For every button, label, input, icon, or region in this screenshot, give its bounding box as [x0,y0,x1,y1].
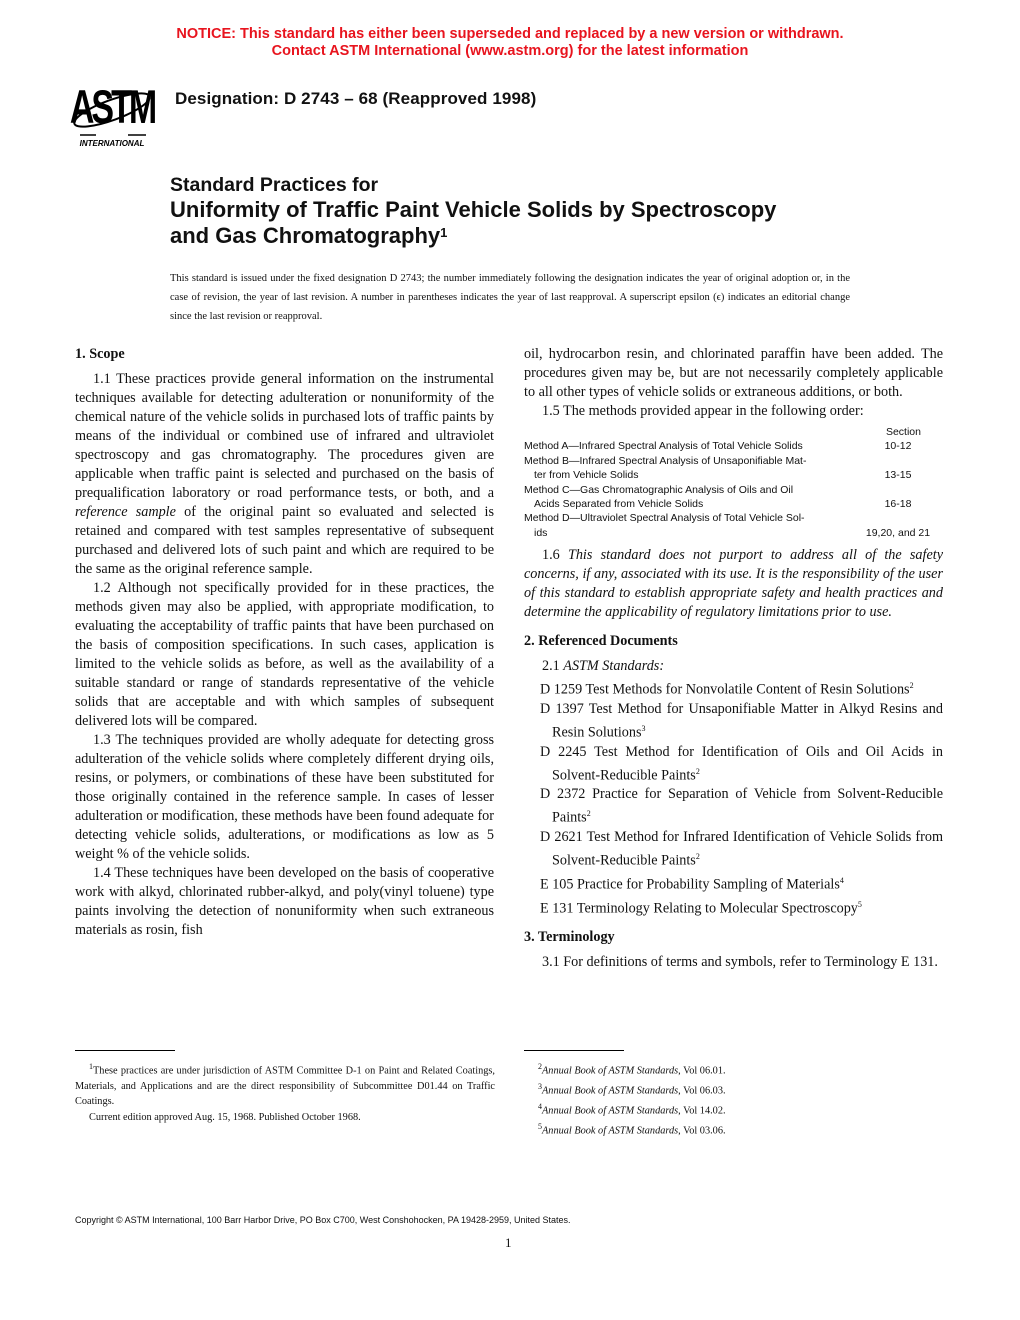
section-heading-scope: 1. Scope [75,346,125,362]
referenced-standard[interactable]: E 105 Practice for Probability Sampling of Materials$^4$ [540,875,844,893]
paragraph-1-5: 1.5 The methods provided appear in the following order: [542,403,864,419]
method-section: 10-12 [884,440,912,453]
paragraph-1-4-end: oil, hydrocarbon resin, and chlorinated paraffin have been added. The procedures given may be, but are not necessarily completely applicable to all other types of vehicle solids or extraneous additions, or both. [524,346,943,400]
referenced-standard[interactable]: D 2621 Test Method for Infrared Identification of Vehicle Solids from Solvent-Reducible Paints$^2$ [540,829,943,869]
right-column [524,345,943,972]
title-block [170,174,870,249]
term-reference-sample: reference sample [75,504,176,520]
method-section: 19,20, and 21 [865,526,931,539]
paragraph-2-1: 2.1 ASTM Standards: [542,658,665,675]
paragraph-3-1: 3.1 For definitions of terms and symbols, refer to Terminology E 131. [542,954,938,971]
issuance-statement: This standard is issued under the fixed designation D 2743; the number immediately following the designation indicates the year of original adoption or, in the case of revision, the year of last revision. A number in parentheses indicates the year of last reapproval. A superscript epsilon (ϵ) indicates an editorial change since the last revision or reapproval. [170,273,850,322]
footnote-divider-left [75,1050,175,1051]
methods-table [524,425,943,540]
designation: Designation: D 2743 – 68 (Reapproved 1998) [175,89,537,108]
footnote-1: $^1$These practices are under jurisdiction of ASTM Committee D-1 on Paint and Related Coatings, Materials, and Applications and are the direct responsibility of Subcommittee D01.44 on Traffic Coatings. Current edition approved Aug. 15, 1968. Published October 1968. [75,1059,495,1125]
method-section: 16-18 [884,498,912,511]
copyright-notice: Copyright © ASTM International, 100 Barr Harbor Drive, PO Box C700, West Conshohocken, PA 19428-2959, United States. [75,1215,571,1225]
title-line-1: Uniformity of Traffic Paint Vehicle Solids by Spectroscopy [170,197,777,222]
title-line-2: and Gas Chromatography [170,223,441,248]
paragraph-1-2: 1.2 Although not specifically provided for in these practices, the methods given may also be applied, with appropriate modification, to evaluating the acceptability of traffic paints that have been purchased on the basis of composition specifications. In such cases, application is limited to the vehicle solids as before, as well as the availability of a suitable standard or range of standards representative of the vehicle solids that are acceptable and with which samples of subsequent delivered lots will be compared. [75,580,494,729]
referenced-standard[interactable]: D 1397 Test Method for Unsaponifiable Matter in Alkyd Resins and Resin Solutions$^3$ [540,700,943,741]
referenced-standard[interactable]: D 2245 Test Method for Identification of Oils and Oil Acids in Solvent-Reducible Paints$^2$ [540,743,943,784]
footnotes-right [538,1059,938,1139]
footnote-item: $^5$Annual Book of ASTM Standards, Vol 03.06. [538,1121,726,1137]
method-row: Method D—Ultraviolet Spectral Analysis of Total Vehicle Sol- ids 19,20, and 21 [524,511,943,540]
footnote-item: $^3$Annual Book of ASTM Standards, Vol 06.03. [538,1081,726,1097]
footnote-item: $^2$Annual Book of ASTM Standards, Vol 06.01. [538,1062,726,1077]
method-row: Method B—Infrared Spectral Analysis of Unsaponifiable Mat- ter from Vehicle Solids 13-15 [524,454,943,483]
notice-line-1: NOTICE: This standard has either been superseded and replaced by a new version or withdrawn. [176,26,844,42]
section-heading-referenced-documents: 2. Referenced Documents [524,633,678,650]
paragraph-1-1: 1.1 These practices provide general information on the instrumental techniques available for detecting adulteration or nonuniformity of the chemical nature of the vehicle solids in purchased lots of traffic paints by means of the individual or combined use of infrared and ultraviolet spectroscopy and gas chromatography. The procedures given are applicable when traffic paint is selected and purchased on the basis of prequalification laboratory or road performance tests, or both, and a reference sample of the original paint so evaluated and selected is retained and compared with test samples representative of subsequent purchased and delivered lots of such paint and which are required to be the same as the original reference sample. [75,371,495,577]
notice-line-2: Contact ASTM International (www.astm.org) for the latest information [271,43,749,59]
method-row: Method C—Gas Chromatographic Analysis of Oils and Oil Acids Separated from Vehicle Solids 16-18 [524,483,943,512]
paragraph-1-6: 1.6 This standard does not purport to address all of the safety concerns, if any, associated with its use. It is the responsibility of the user of this standard to establish appropriate safety and health practices and determine the applicability of regulatory limitations prior to use. [524,547,943,621]
methods-section-header: Section [885,426,921,438]
svg-text:INTERNATIONAL: INTERNATIONAL [79,139,145,148]
title-main [170,197,870,249]
astm-logo [66,78,162,148]
svg-text:ASTM: ASTM [69,80,155,134]
title-sub: Standard Practices for [170,174,379,196]
footnote-item: $^4$Annual Book of ASTM Standards, Vol 14.02. [538,1101,726,1117]
section-heading-terminology: 3. Terminology [524,929,615,946]
paragraph-1-3: 1.3 The techniques provided are wholly adequate for detecting gross adulteration of the vehicle solids where completely different drying oils, resins, or polymers, or combinations of these have been substituted for those originally contained in the reference sample. In cases of lesser adulteration or modification, these methods have been found adequate for detecting vehicle solids, adulterations, or modifications as low as 5 weight % of the vehicle solids. [75,732,494,862]
withdrawal-notice [0,26,1020,60]
paragraph-1-4-start: 1.4 These techniques have been developed on the basis of cooperative work with alkyd, chlorinated rubber-alkyd, and poly(vinyl toluene) type paints involving the detection of nonuniformity when such extraneous materials as rosin, fish [75,865,494,938]
referenced-standard[interactable]: D 2372 Practice for Separation of Vehicle from Solvent-Reducible Paints$^2$ [540,786,943,827]
footnote-divider-right [524,1050,624,1051]
referenced-standard[interactable]: E 131 Terminology Relating to Molecular Spectroscopy$^5$ [540,899,862,917]
method-section: 13-15 [884,469,912,482]
astm-logo-icon [66,78,162,148]
title-footnote-mark[interactable]: 1 [440,225,448,240]
page-number: 1 [505,1235,512,1250]
referenced-standard[interactable]: D 1259 Test Methods for Nonvolatile Content of Resin Solutions$^2$ [540,681,914,698]
left-column [75,345,494,940]
method-row: Method A—Infrared Spectral Analysis of Total Vehicle Solids 10-12 [524,439,943,453]
edition-statement: Current edition approved Aug. 15, 1968. Published October 1968. [89,1111,361,1123]
